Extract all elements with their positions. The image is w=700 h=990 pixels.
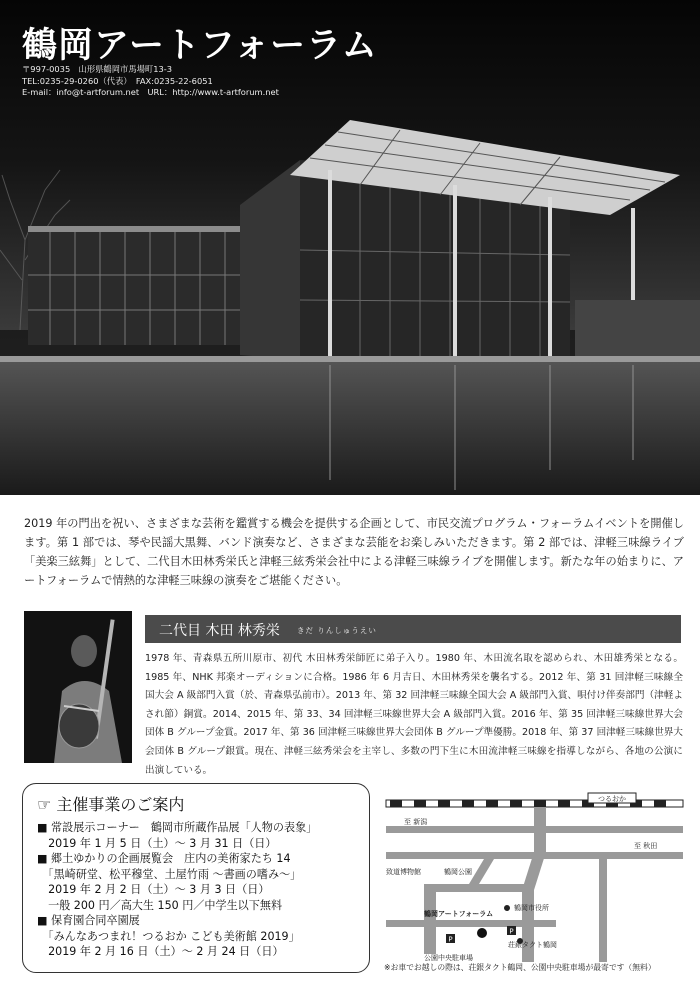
event-line: ■ 郷土ゆかりの企画展覧会 庄内の美術家たち 14 xyxy=(37,852,291,865)
artist-name: 二代目 木田 林秀栄 xyxy=(159,623,280,639)
artist-portrait xyxy=(24,611,132,763)
station-label: つるおか xyxy=(598,795,626,803)
events-title: ☞ 主催事業のご案内 xyxy=(37,795,185,814)
map-note: ※お車でお越しの際は、荘銀タクト鶴岡、公園中央駐車場が最寄です（無料） xyxy=(384,963,656,972)
to-akita-label: 至 秋田 xyxy=(634,842,658,850)
forum-marker xyxy=(477,928,487,938)
event-line: ■ 保育園合同卒園展 xyxy=(37,914,140,927)
museum-label: 致道博物館 xyxy=(386,868,421,876)
parking-icon-label: P xyxy=(448,935,453,944)
artist-header xyxy=(145,615,681,643)
artist-ruby: きだ りんしゅうえい xyxy=(297,626,377,635)
park-label: 鶴岡公園 xyxy=(444,868,472,876)
event-line: 2019 年 2 月 16 日（土）～ 2 月 24 日（日） xyxy=(37,945,284,958)
event-line: ■ 常設展示コーナー 鶴岡市所蔵作品展「人物の表象」 xyxy=(37,821,318,834)
event-line: 2019 年 1 月 5 日（土）～ 3 月 31 日（日） xyxy=(37,836,277,850)
brand-logo: 鶴岡アートフォーラム xyxy=(22,26,378,66)
event-line: 2019 年 2 月 2 日（土）～ 3 月 3 日（日） xyxy=(37,883,270,896)
city-hall-label: 鶴岡市役所 xyxy=(514,904,549,912)
taxi-label: 荘銀タクト鶴岡 xyxy=(508,941,557,949)
event-line: 「みんなあつまれ！つるおか こども美術館 2019」 xyxy=(37,929,300,943)
access-map xyxy=(384,790,685,962)
to-niigata-label: 至 新潟 xyxy=(404,818,428,826)
address-line: 〒997-0035 山形県鶴岡市馬場町13-3 xyxy=(22,64,173,74)
phone-line: TEL:0235-29-0260（代表） FAX:0235-22-6051 xyxy=(22,75,213,86)
events-box xyxy=(22,783,370,973)
forum-label: 鶴岡アートフォーラム xyxy=(424,910,494,918)
parking-icon-2-label: P xyxy=(509,927,514,936)
intro-paragraph: 2019 年の門出を祝い、さまざまな芸術を鑑賞する機会を提供する企画として、市民交流プログラム・フォーラムイベントを開催します。第 1 部では、琴や民謡大黒舞、バンド演奏など、さまざまな芸能をお楽しみいただきます。第 2 部では、津軽三味線ライブ「美楽三絃舞」として、二代目木田林秀栄氏と津軽三絃秀栄会社中による津軽三味線ライブを開催します。新たな年の始まりに、アートフォーラムで情熱的な津軽三味線の演奏をご堪能ください。 xyxy=(24,517,684,587)
web-line[interactable]: E-mail：info@t-artforum.net URL：http://www.t-artforum.net xyxy=(22,87,279,97)
contact-info xyxy=(22,64,279,99)
city-hall-marker xyxy=(504,905,510,911)
artist-bio: 1978 年、青森県五所川原市、初代 木田林秀栄師匠に弟子入り。1980 年、木田流名取を認められ、木田雄秀栄となる。1985 年、NHK 邦楽オーディションに合格。1986 年 6 月吉日、木田林秀栄を襲名する。2012 年、第 31 回津軽三味線全国大会 A 級部門入賞（於、青森県弘前市）。2013 年、第 32 回津軽三味線全国大会 A 級部門入賞、唄付け伴奏部門（津軽よされ節）銅賞。2014、2015 年、第 33、34 回津軽三味線世界大会 A 級部門入賞。2016 年、第 35 回津軽三味線世界大会団体 B グループ金賞。2017 年、第 36 回津軽三味線世界大会団体 B グループ準優勝。2018 年、第 37 回津軽三味線世界大会団体 B グループ銀賞。現在、津軽三絃秀栄会を主宰し、多数の門下生に木田流津軽三味線を指導しながら、各地の公演に出演している。 xyxy=(145,653,683,776)
portrait-illustration xyxy=(24,611,132,763)
events-list xyxy=(37,820,317,960)
parking-label: 公園中央駐車場 xyxy=(424,954,473,962)
event-line: 一般 200 円／高大生 150 円／中学生以下無料 xyxy=(37,898,283,912)
event-line: 「黒崎研堂、松平穆堂、土屋竹雨 ～書画の嗜み～」 xyxy=(37,867,302,881)
